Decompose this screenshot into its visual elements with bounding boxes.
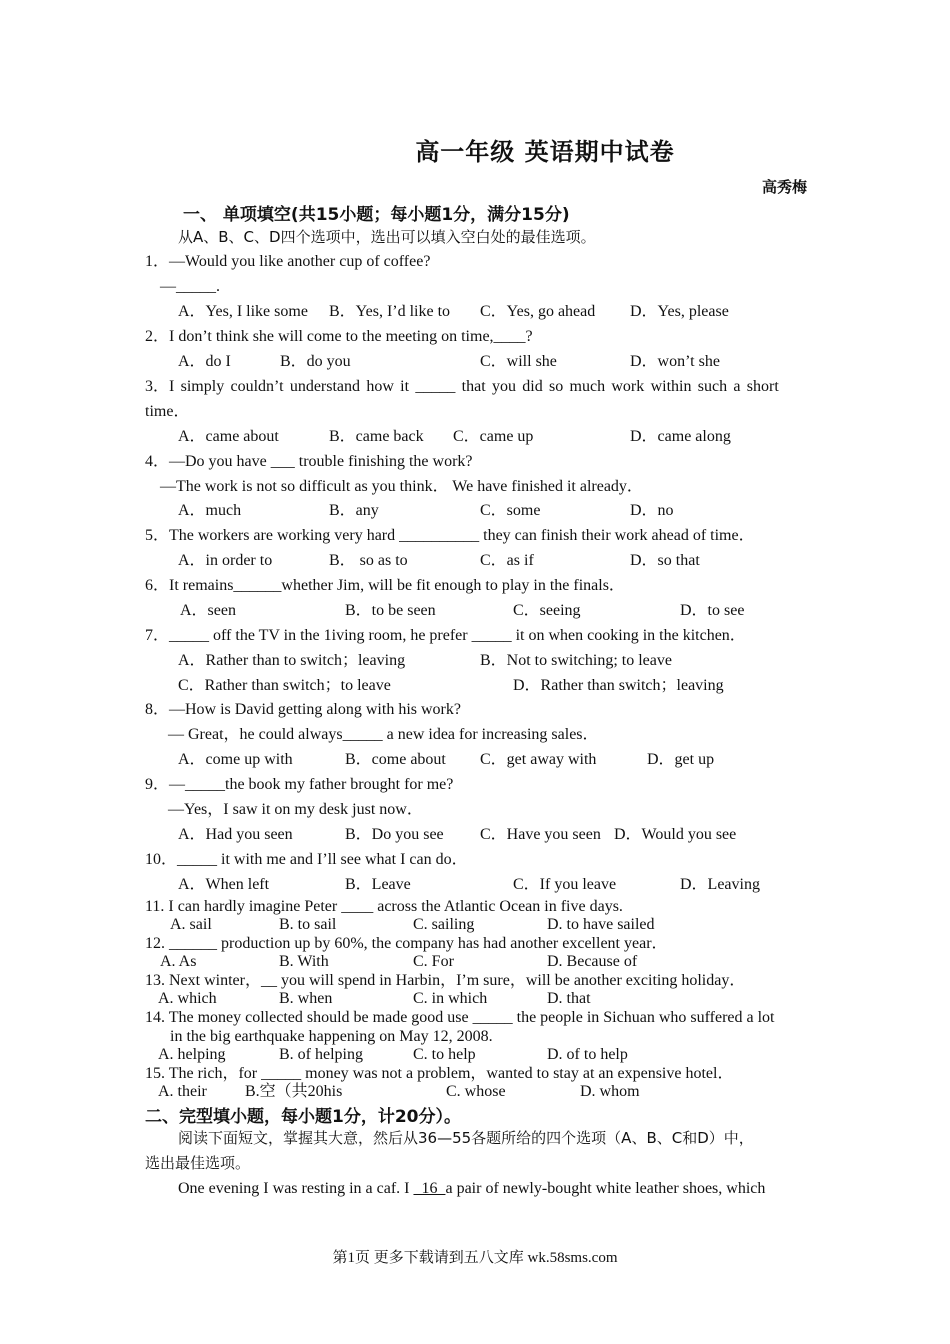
q5-opt-b: B． so as to	[329, 552, 408, 569]
q1-line2: —_____.	[160, 278, 220, 295]
q13-opt-d: D. that	[547, 990, 591, 1007]
q9-opt-c: C．Have you seen	[480, 826, 601, 843]
q4-opt-d: D．no	[630, 502, 674, 519]
q11-opt-a: A. sail	[170, 916, 212, 933]
q14-opt-d: D. of to help	[547, 1046, 628, 1063]
q14-opt-c: C. to help	[413, 1046, 476, 1063]
q14-opt-a: A. helping	[158, 1046, 226, 1063]
section1-heading: 一、 单项填空(共15小题；每小题1分，满分15分)	[183, 205, 570, 225]
q4-line1: 4．—Do you have ___ trouble finishing the work?	[145, 453, 473, 470]
q5-opt-d: D．so that	[630, 552, 700, 569]
q4-line2: —The work is not so difficult as you think． We have finished it already．	[160, 478, 643, 495]
passage-text-post: a pair of newly-bought white leather shoes, which	[445, 1180, 766, 1197]
q15-opt-d: D. whom	[580, 1083, 640, 1100]
q15-opt-c: C. whose	[446, 1083, 506, 1100]
q4-opt-a: A．much	[178, 502, 242, 519]
q10-opt-b: B．Leave	[345, 876, 411, 893]
q5-opt-a: A．in order to	[178, 552, 273, 569]
q15-line1: 15. The rich，for _____ money was not a problem，wanted to stay at an expensive hotel．	[145, 1065, 734, 1082]
q2-opt-c: C．will she	[480, 353, 557, 370]
q6-opt-a: A．seen	[180, 602, 236, 619]
q8-opt-a: A．come up with	[178, 751, 293, 768]
q13-opt-c: C. in which	[413, 990, 488, 1007]
q8-line1: 8．—How is David getting along with his work?	[145, 701, 461, 718]
q2-opt-d: D．won’t she	[630, 353, 720, 370]
passage-blank-16: 16	[413, 1180, 446, 1197]
q7-line1: 7．_____ off the TV in the 1iving room, he prefer _____ it on when cooking in the kitchen．	[145, 627, 746, 644]
q10-opt-a: A．When left	[178, 876, 270, 893]
q15-opt-b: B.空（共20his	[245, 1083, 343, 1100]
q9-opt-d: D．Would you see	[614, 826, 737, 843]
q3-opt-d: D．came along	[630, 428, 731, 445]
q11-opt-c: C. sailing	[413, 916, 475, 933]
q5-opt-c: C．as if	[480, 552, 534, 569]
section2-heading: 二、完型填小题，每小题1分，计20分）。	[145, 1107, 461, 1127]
q10-line1: 10．_____ it with me and I’ll see what I can do．	[145, 851, 468, 868]
q8-opt-b: B．come about	[345, 751, 446, 768]
q9-opt-b: B．Do you see	[345, 826, 444, 843]
q7-opt-c: C．Rather than switch；to leave	[178, 677, 391, 694]
q1-opt-a: A．Yes, I like some	[178, 303, 308, 320]
q12-line1: 12. ______ production up by 60%, the company has had another excellent year．	[145, 935, 668, 952]
q12-opt-c: C. For	[413, 953, 454, 970]
q3-line2: time．	[145, 403, 190, 420]
q9-line2: —Yes，I saw it on my desk just now．	[168, 801, 423, 818]
q7-opt-a: A．Rather than to switch；leaving	[178, 652, 406, 669]
q6-opt-d: D．to see	[680, 602, 745, 619]
q8-line2: — Great，he could always_____ a new idea for increasing sales．	[168, 726, 599, 743]
q11-opt-b: B. to sail	[279, 916, 337, 933]
q14-opt-b: B. of helping	[279, 1046, 363, 1063]
q3-line1: 3．I simply couldn’t understand how it _____ that you did so much work within such a short	[145, 378, 779, 395]
section1-instruction: 从A、B、C、D四个选项中，选出可以填入空白处的最佳选项。	[178, 228, 596, 246]
q3-opt-c: C．came up	[453, 428, 534, 445]
q3-opt-a: A．came about	[178, 428, 279, 445]
q3-opt-b: B．came back	[329, 428, 424, 445]
q12-opt-b: B. With	[279, 953, 329, 970]
q2-opt-b: B．do you	[280, 353, 351, 370]
q8-opt-d: D．get up	[647, 751, 715, 768]
passage-text-pre: One evening I was resting in a caf. I	[178, 1180, 414, 1197]
q14-line2: in the big earthquake happening on May 12, 2008.	[170, 1028, 493, 1045]
q2-line1: 2．I don’t think she will come to the meeting on time,____?	[145, 328, 533, 345]
q9-opt-a: A．Had you seen	[178, 826, 293, 843]
q8-opt-c: C．get away with	[480, 751, 597, 768]
section2-instruction-line1: 阅读下面短文，掌握其大意，然后从36—55各题所给的四个选项（A、B、C和D）中，	[178, 1129, 754, 1147]
q1-opt-b: B．Yes, I’d like to	[329, 303, 451, 320]
q11-line1: 11. I can hardly imagine Peter ____ across the Atlantic Ocean in five days.	[145, 898, 623, 915]
q12-opt-a: A. As	[160, 953, 197, 970]
q13-opt-a: A. which	[158, 990, 217, 1007]
q6-opt-b: B．to be seen	[345, 602, 436, 619]
page-title: 高一年级 英语期中试卷	[415, 138, 675, 166]
q1-line1: 1．—Would you like another cup of coffee?	[145, 253, 431, 270]
q9-line1: 9．—_____the book my father brought for me?	[145, 776, 454, 793]
author-name: 高秀梅	[761, 178, 807, 196]
q6-opt-c: C．seeing	[513, 602, 581, 619]
q10-opt-c: C．If you leave	[513, 876, 617, 893]
q15-opt-a: A. their	[158, 1083, 207, 1100]
q11-opt-d: D. to have sailed	[547, 916, 655, 933]
section2-instruction-line2: 选出最佳选项。	[145, 1154, 251, 1172]
passage-line1	[178, 1179, 765, 1199]
q4-opt-b: B．any	[329, 502, 379, 519]
q13-line1: 13. Next winter，__ you will spend in Harbin，I’m sure，will be another exciting holiday．	[145, 972, 746, 989]
q7-opt-d: D．Rather than switch；leaving	[513, 677, 724, 694]
q1-opt-c: C．Yes, go ahead	[480, 303, 596, 320]
q14-line1: 14. The money collected should be made good use _____ the people in Sichuan who suffered a lot	[145, 1009, 775, 1026]
q13-opt-b: B. when	[279, 990, 333, 1007]
page-footer: 第1页 更多下载请到五八文库 wk.58sms.com	[332, 1250, 618, 1266]
q1-opt-d: D．Yes, please	[630, 303, 729, 320]
q10-opt-d: D．Leaving	[680, 876, 760, 893]
q5-line1: 5．The workers are working very hard __________ they can finish their work ahead of time．	[145, 527, 755, 544]
q7-opt-b: B．Not to switching; to leave	[480, 652, 672, 669]
q6-line1: 6．It remains______whether Jim, will be fit enough to play in the finals．	[145, 577, 625, 594]
q4-opt-c: C．some	[480, 502, 541, 519]
q2-opt-a: A．do I	[178, 353, 231, 370]
q12-opt-d: D. Because of	[547, 953, 638, 970]
